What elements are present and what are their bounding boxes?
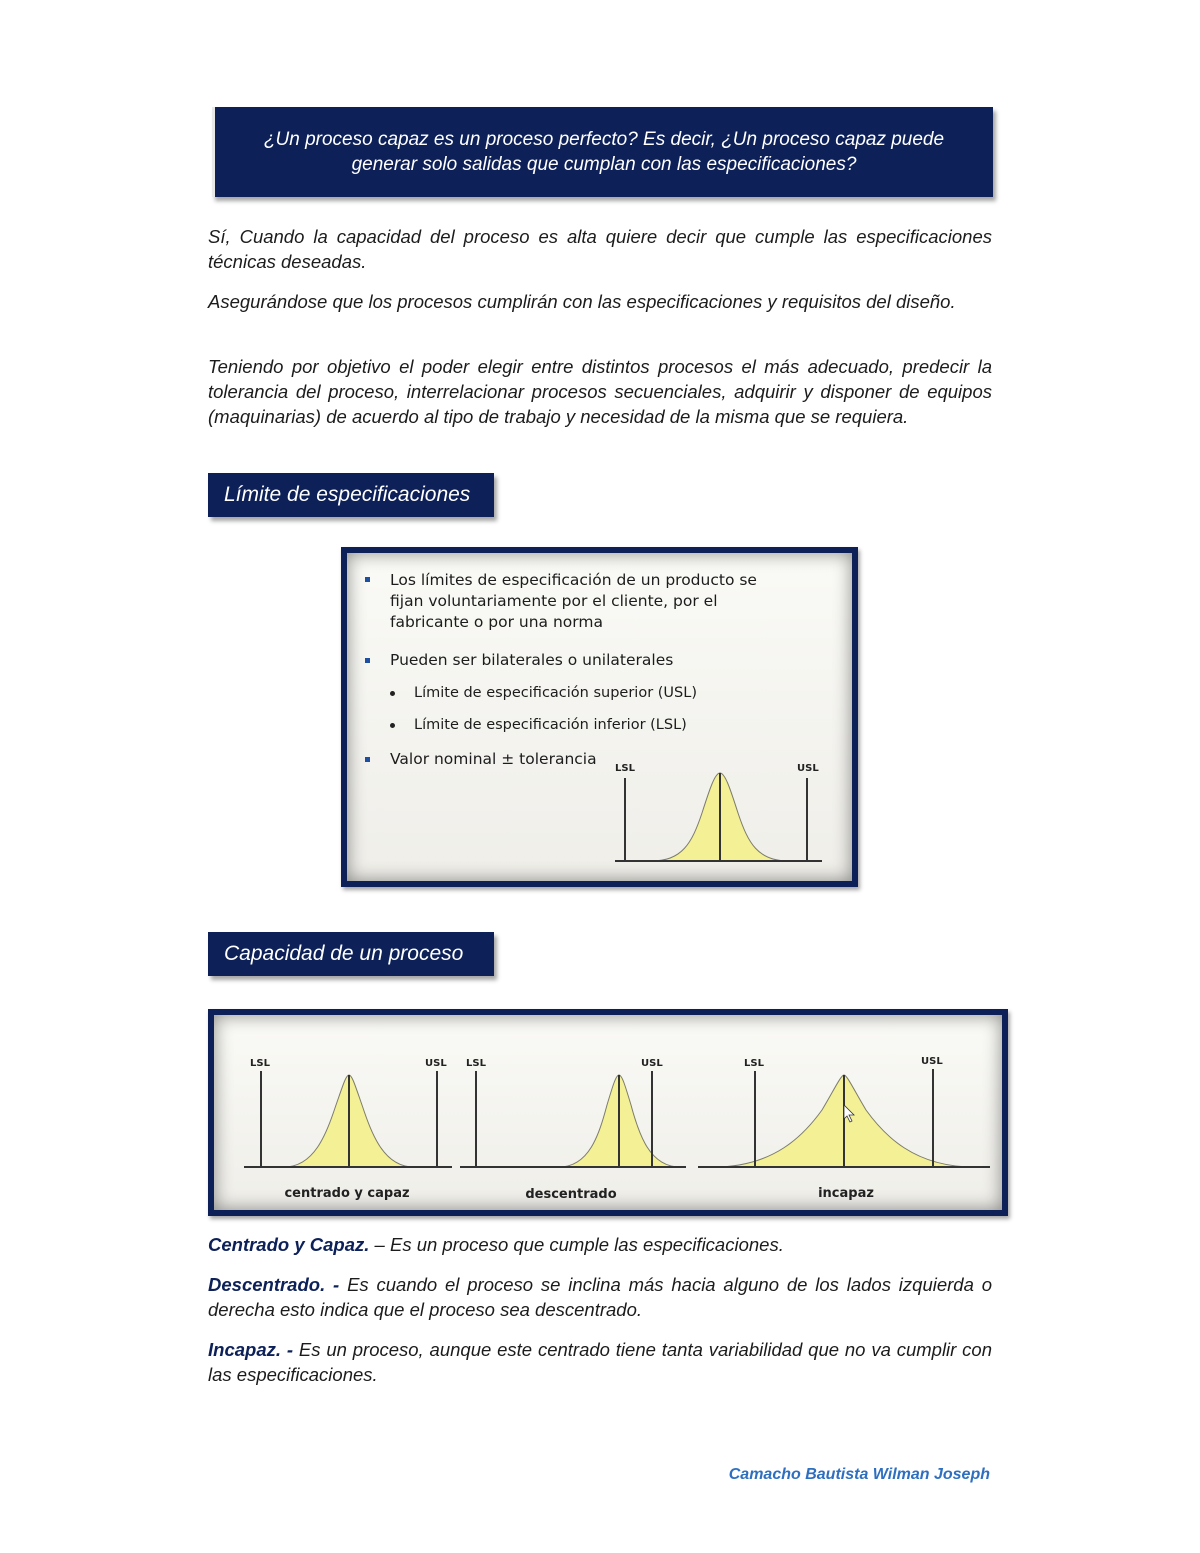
slide-bullet-2: Pueden ser bilaterales o unilaterales — [390, 651, 674, 669]
definition-term: Centrado y Capaz. — [208, 1234, 370, 1255]
definition-centered-capable — [208, 1232, 992, 1257]
usl-label: USL — [921, 1056, 943, 1067]
spec-limits-slide — [341, 547, 858, 887]
paragraph-1: Sí, Cuando la capacidad del proceso es alta quiere decir que cumple las especificaciones técnicas deseadas. — [208, 226, 992, 272]
slide-sub-bullet-1: Límite de especificación superior (USL) — [414, 685, 697, 701]
chart-label: incapaz — [818, 1186, 874, 1201]
paragraph-2: Asegurándose que los procesos cumplirán con las especificaciones y requisitos del diseño. — [208, 291, 956, 312]
question-box — [212, 107, 993, 197]
chart-label: descentrado — [525, 1187, 617, 1202]
definition-text: Es un proceso que cumple las especificaciones. — [389, 1234, 784, 1255]
usl-label: USL — [425, 1058, 447, 1069]
paragraph-3: Teniendo por objetivo el poder elegir entre distintos procesos el más adecuado, predecir la tolerancia del proceso, interrelacionar procesos secuenciales, adquirir y disponer de equipos (maquinarias) de acuerdo al tipo de trabajo y necesidad de la misma que se requiera. — [208, 356, 992, 427]
lsl-label: LSL — [615, 763, 635, 774]
question-text: ¿Un proceso capaz es un proceso perfecto? Es decir, ¿Un proceso capaz puede generar solo salidas que cumplan con las especificaciones? — [263, 129, 945, 175]
slide-sub-bullet-2: Límite de especificación inferior (LSL) — [414, 717, 687, 733]
definition-text: Es cuando el proceso se inclina más hacia alguno de los lados izquierda o derecha esto indica que el proceso sea descentrado. — [208, 1274, 992, 1320]
lsl-label: LSL — [250, 1058, 270, 1069]
definition-text: Es un proceso, aunque este centrado tiene tanta variabilidad que no va cumplir con las especificaciones. — [208, 1339, 992, 1385]
section-heading-capacity — [208, 932, 494, 976]
capacity-diagrams — [208, 1009, 1008, 1216]
section-heading-limits — [208, 473, 494, 517]
definition-incapable — [208, 1337, 992, 1387]
chart-label: centrado y capaz — [284, 1186, 410, 1201]
definition-separator — [339, 1274, 347, 1295]
lsl-label: LSL — [744, 1058, 764, 1069]
frame-shadow — [214, 1015, 1002, 1210]
section-heading-limits-text: Límite de especificaciones — [224, 483, 471, 506]
lsl-label: LSL — [466, 1058, 486, 1069]
slide-bullet-1: Los límites de especificación de un producto se fijan voluntariamente por el cliente, por el fabricante o por una norma — [390, 571, 757, 631]
frame-shadow — [347, 553, 852, 881]
slide-bullet-3: Valor nominal ± tolerancia — [390, 750, 597, 768]
definition-separator: – — [369, 1234, 390, 1255]
usl-label: USL — [797, 763, 819, 774]
section-heading-capacity-text: Capacidad de un proceso — [224, 942, 464, 965]
definition-term: Incapaz. - — [208, 1339, 294, 1360]
author-footer: Camacho Bautista Wilman Joseph — [728, 1466, 990, 1483]
definition-term: Descentrado. - — [208, 1274, 340, 1295]
definition-off-center — [208, 1272, 992, 1322]
usl-label: USL — [641, 1058, 663, 1069]
